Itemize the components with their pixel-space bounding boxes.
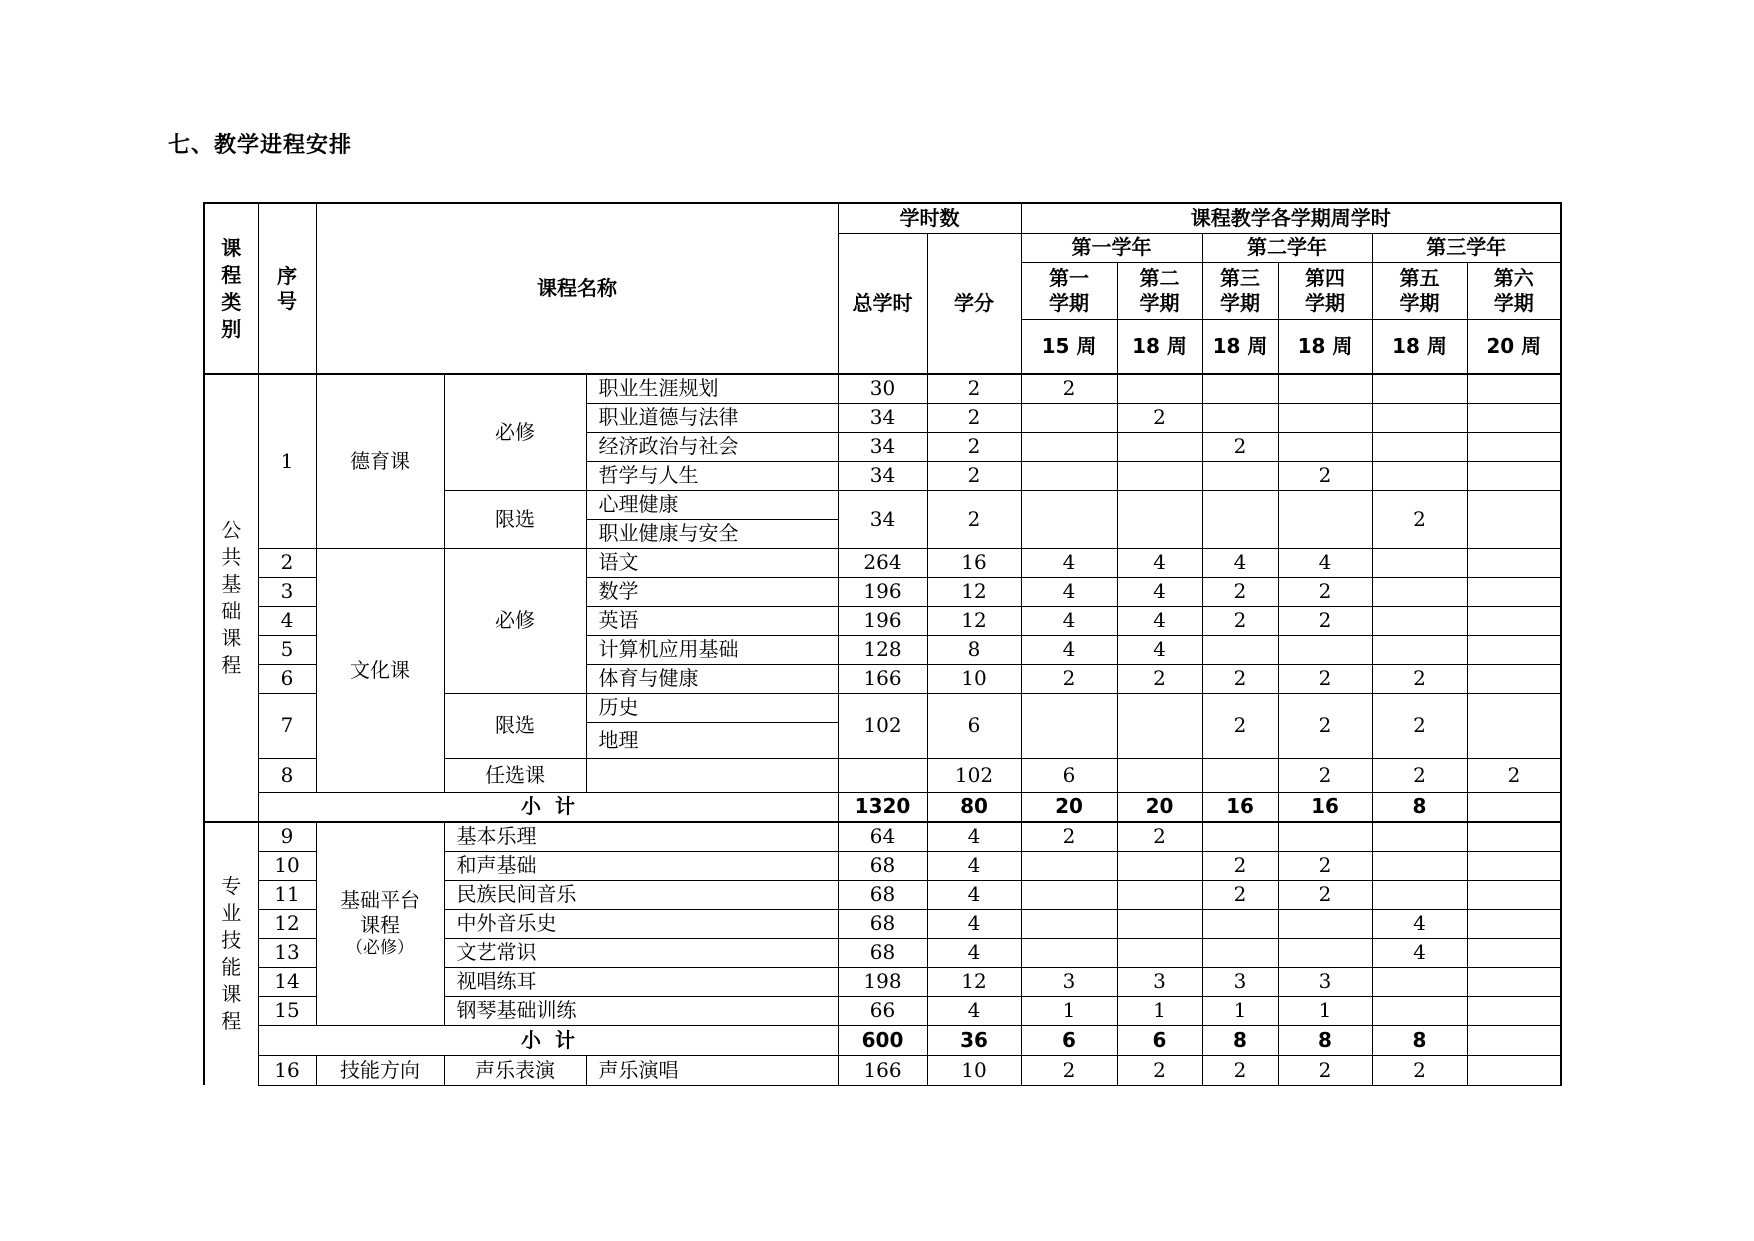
seq-cell: 7 — [258, 693, 316, 758]
week-cell: 3 — [1117, 967, 1202, 996]
week-cell: 2 — [1278, 851, 1372, 880]
seq-cell: 4 — [258, 606, 316, 635]
week-cell — [1278, 635, 1372, 664]
seq-cell: 3 — [258, 577, 316, 606]
seq-cell: 6 — [258, 664, 316, 693]
header-seq: 序 号 — [258, 203, 316, 374]
week-cell — [1467, 880, 1561, 909]
week-cell: 2 — [1372, 490, 1467, 548]
subtotal-hours: 600 — [838, 1025, 927, 1055]
week-cell — [1278, 822, 1372, 851]
hours-cell: 166 — [838, 664, 927, 693]
credits-cell: 2 — [927, 432, 1021, 461]
week-cell: 1 — [1021, 996, 1117, 1025]
week-cell — [1202, 822, 1278, 851]
course-name: 文艺常识 — [444, 938, 838, 967]
header-weeks-5: 18 周 — [1372, 319, 1467, 374]
header-credits: 学分 — [927, 233, 1021, 374]
week-cell — [1372, 403, 1467, 432]
seq-cell: 16 — [258, 1055, 316, 1085]
week-cell — [1372, 851, 1467, 880]
header-hours-group: 学时数 — [838, 203, 1021, 233]
week-cell — [1021, 432, 1117, 461]
credits-cell: 2 — [927, 461, 1021, 490]
course-name: 职业健康与安全 — [586, 519, 838, 548]
week-cell: 2 — [1372, 758, 1467, 792]
course-name: 哲学与人生 — [586, 461, 838, 490]
hours-cell: 34 — [838, 432, 927, 461]
type-elective: 限选 — [444, 693, 586, 758]
week-cell: 4 — [1021, 548, 1117, 577]
hours-cell: 66 — [838, 996, 927, 1025]
week-cell — [1372, 432, 1467, 461]
week-cell: 2 — [1278, 461, 1372, 490]
week-cell: 2 — [1278, 664, 1372, 693]
subtotal-week: 16 — [1202, 792, 1278, 822]
subtotal-week: 8 — [1278, 1025, 1372, 1055]
week-cell — [1467, 461, 1561, 490]
week-cell — [1117, 374, 1202, 403]
credits-cell: 8 — [927, 635, 1021, 664]
course-name: 数学 — [586, 577, 838, 606]
hours-cell: 264 — [838, 548, 927, 577]
credits-cell: 4 — [927, 822, 1021, 851]
header-year-2: 第二学年 — [1202, 233, 1372, 262]
week-cell: 2 — [1372, 1055, 1467, 1085]
week-cell: 4 — [1117, 548, 1202, 577]
seq-cell: 14 — [258, 967, 316, 996]
header-weeks-1: 15 周 — [1021, 319, 1117, 374]
week-cell: 2 — [1202, 577, 1278, 606]
week-cell — [1278, 909, 1372, 938]
week-cell — [1021, 693, 1117, 758]
week-cell — [1372, 996, 1467, 1025]
seq-cell: 9 — [258, 822, 316, 851]
hours-cell: 68 — [838, 938, 927, 967]
course-name: 体育与健康 — [586, 664, 838, 693]
seq-cell: 15 — [258, 996, 316, 1025]
week-cell: 2 — [1278, 606, 1372, 635]
week-cell — [1467, 851, 1561, 880]
week-cell — [1467, 548, 1561, 577]
week-cell: 4 — [1021, 606, 1117, 635]
course-name: 历史 — [586, 693, 838, 722]
week-cell — [1467, 996, 1561, 1025]
week-cell: 3 — [1202, 967, 1278, 996]
week-cell — [1021, 461, 1117, 490]
week-cell: 2 — [1467, 758, 1561, 792]
week-cell — [1467, 938, 1561, 967]
week-cell: 2 — [1021, 664, 1117, 693]
empty-cell — [838, 758, 927, 792]
week-cell — [1021, 880, 1117, 909]
week-cell: 2 — [1202, 693, 1278, 758]
category-professional-skill: 专 业 技 能 课 程 — [204, 822, 258, 1085]
group-culture: 文化课 — [316, 548, 444, 792]
week-cell — [1202, 403, 1278, 432]
credits-cell: 4 — [927, 880, 1021, 909]
week-cell: 2 — [1202, 880, 1278, 909]
week-cell — [1021, 490, 1117, 548]
week-cell — [1117, 758, 1202, 792]
subtotal-hours: 1320 — [838, 792, 927, 822]
week-cell — [1278, 490, 1372, 548]
credits-cell: 2 — [927, 490, 1021, 548]
week-cell: 4 — [1202, 548, 1278, 577]
week-cell: 2 — [1278, 577, 1372, 606]
course-name: 心理健康 — [586, 490, 838, 519]
type-required: 必修 — [444, 374, 586, 490]
week-cell — [1278, 432, 1372, 461]
week-cell: 2 — [1202, 664, 1278, 693]
week-cell: 4 — [1278, 548, 1372, 577]
week-cell — [1467, 577, 1561, 606]
week-cell — [1467, 967, 1561, 996]
hours-cell: 64 — [838, 822, 927, 851]
credits-cell: 10 — [927, 664, 1021, 693]
week-cell: 2 — [1278, 880, 1372, 909]
header-term-3: 第三 学期 — [1202, 262, 1278, 319]
week-cell — [1372, 606, 1467, 635]
subtotal-week: 20 — [1117, 792, 1202, 822]
week-cell — [1372, 880, 1467, 909]
course-name: 民族民间音乐 — [444, 880, 838, 909]
week-cell — [1202, 490, 1278, 548]
course-name: 职业生涯规划 — [586, 374, 838, 403]
course-name: 钢琴基础训练 — [444, 996, 838, 1025]
week-cell: 4 — [1021, 577, 1117, 606]
subtotal-week — [1467, 1025, 1561, 1055]
subtotal-credits: 80 — [927, 792, 1021, 822]
hours-cell: 68 — [838, 851, 927, 880]
week-cell: 2 — [1202, 1055, 1278, 1085]
credits-cell: 2 — [927, 374, 1021, 403]
hours-cell: 68 — [838, 880, 927, 909]
hours-cell: 34 — [838, 461, 927, 490]
week-cell: 2 — [1278, 758, 1372, 792]
header-year-3: 第三学年 — [1372, 233, 1561, 262]
seq-cell: 8 — [258, 758, 316, 792]
week-cell — [1467, 403, 1561, 432]
week-cell — [1278, 374, 1372, 403]
week-cell — [1202, 938, 1278, 967]
week-cell: 4 — [1117, 577, 1202, 606]
week-cell: 4 — [1117, 606, 1202, 635]
credits-cell: 12 — [927, 577, 1021, 606]
credits-cell: 4 — [927, 938, 1021, 967]
hours-cell: 102 — [838, 693, 927, 758]
week-cell — [1467, 909, 1561, 938]
week-cell: 3 — [1021, 967, 1117, 996]
credits-cell: 2 — [927, 403, 1021, 432]
hours-cell: 166 — [838, 1055, 927, 1085]
type-required: 必修 — [444, 548, 586, 693]
week-cell — [1372, 635, 1467, 664]
week-cell: 2 — [1372, 693, 1467, 758]
week-cell — [1467, 490, 1561, 548]
course-name: 中外音乐史 — [444, 909, 838, 938]
group-platform: 基础平台 课程 （必修） — [316, 822, 444, 1025]
subtotal-week: 16 — [1278, 792, 1372, 822]
week-cell: 4 — [1117, 635, 1202, 664]
course-name: 经济政治与社会 — [586, 432, 838, 461]
week-cell: 2 — [1278, 1055, 1372, 1085]
course-name: 基本乐理 — [444, 822, 838, 851]
week-cell — [1117, 461, 1202, 490]
course-name: 和声基础 — [444, 851, 838, 880]
week-cell — [1467, 432, 1561, 461]
hours-cell: 68 — [838, 909, 927, 938]
credits-cell: 4 — [927, 996, 1021, 1025]
week-cell — [1467, 374, 1561, 403]
group-skill: 技能方向 — [316, 1055, 444, 1085]
hours-cell: 34 — [838, 403, 927, 432]
subtotal-week: 8 — [1372, 792, 1467, 822]
subtotal-week: 8 — [1372, 1025, 1467, 1055]
week-cell — [1202, 374, 1278, 403]
header-term-6: 第六 学期 — [1467, 262, 1561, 319]
credits-cell: 6 — [1021, 758, 1117, 792]
week-cell — [1202, 461, 1278, 490]
credits-cell: 4 — [927, 909, 1021, 938]
header-term-1: 第一 学期 — [1021, 262, 1117, 319]
header-weeks-4: 18 周 — [1278, 319, 1372, 374]
credits-cell: 6 — [927, 693, 1021, 758]
week-cell: 3 — [1278, 967, 1372, 996]
week-cell — [1117, 938, 1202, 967]
week-cell — [1467, 693, 1561, 758]
subtotal-week: 6 — [1117, 1025, 1202, 1055]
hours-cell: 30 — [838, 374, 927, 403]
subtotal-credits: 36 — [927, 1025, 1021, 1055]
header-course-name: 课程名称 — [316, 203, 838, 374]
course-name: 声乐演唱 — [586, 1055, 838, 1085]
seq-cell: 13 — [258, 938, 316, 967]
subtotal-week — [1467, 792, 1561, 822]
seq-cell: 5 — [258, 635, 316, 664]
credits-cell: 12 — [927, 606, 1021, 635]
hours-cell: 196 — [838, 606, 927, 635]
skill-sub: 声乐表演 — [444, 1055, 586, 1085]
week-cell — [1021, 851, 1117, 880]
week-cell: 2 — [1202, 851, 1278, 880]
week-cell: 2 — [1117, 664, 1202, 693]
header-weekly-group: 课程教学各学期周学时 — [1021, 203, 1561, 233]
header-term-5: 第五 学期 — [1372, 262, 1467, 319]
header-weeks-6: 20 周 — [1467, 319, 1561, 374]
week-cell — [1117, 693, 1202, 758]
week-cell: 4 — [1372, 938, 1467, 967]
credits-cell: 10 — [927, 1055, 1021, 1085]
credits-cell: 4 — [927, 851, 1021, 880]
week-cell: 2 — [1021, 374, 1117, 403]
week-cell — [1202, 758, 1278, 792]
week-cell: 2 — [1278, 693, 1372, 758]
seq-cell: 10 — [258, 851, 316, 880]
week-cell — [1021, 909, 1117, 938]
header-weeks-3: 18 周 — [1202, 319, 1278, 374]
week-cell — [1021, 403, 1117, 432]
week-cell — [1117, 490, 1202, 548]
week-cell — [1117, 851, 1202, 880]
hours-cell: 198 — [838, 967, 927, 996]
type-elective: 限选 — [444, 490, 586, 548]
week-cell: 2 — [1021, 1055, 1117, 1085]
credits-cell: 12 — [927, 967, 1021, 996]
header-total-hours: 总学时 — [838, 233, 927, 374]
week-cell: 2 — [1117, 822, 1202, 851]
header-term-2: 第二 学期 — [1117, 262, 1202, 319]
header-year-1: 第一学年 — [1021, 233, 1202, 262]
week-cell — [1372, 967, 1467, 996]
week-cell — [1278, 938, 1372, 967]
week-cell — [1021, 938, 1117, 967]
week-cell — [1117, 880, 1202, 909]
week-cell — [1372, 577, 1467, 606]
week-cell — [1467, 606, 1561, 635]
credits-cell: 16 — [927, 548, 1021, 577]
course-name: 视唱练耳 — [444, 967, 838, 996]
seq-cell: 11 — [258, 880, 316, 909]
seq-cell: 12 — [258, 909, 316, 938]
week-cell — [1467, 1055, 1561, 1085]
week-cell — [1372, 461, 1467, 490]
page-title: 七、教学进程安排 — [168, 133, 353, 158]
empty-cell — [586, 758, 838, 792]
group-moral: 德育课 — [316, 374, 444, 548]
week-cell — [1467, 664, 1561, 693]
group-optional: 任选课 — [444, 758, 586, 792]
week-cell — [1117, 432, 1202, 461]
course-name: 英语 — [586, 606, 838, 635]
week-cell — [1117, 909, 1202, 938]
week-cell: 2 — [1021, 822, 1117, 851]
header-weeks-2: 18 周 — [1117, 319, 1202, 374]
week-cell — [1372, 374, 1467, 403]
week-cell: 1 — [1278, 996, 1372, 1025]
week-cell — [1202, 635, 1278, 664]
subtotal-week: 8 — [1202, 1025, 1278, 1055]
seq-cell: 1 — [258, 374, 316, 548]
seq-cell: 2 — [258, 548, 316, 577]
week-cell: 2 — [1117, 1055, 1202, 1085]
course-name: 语文 — [586, 548, 838, 577]
subtotal-week: 20 — [1021, 792, 1117, 822]
subtotal-label: 小 计 — [258, 1025, 838, 1055]
week-cell: 1 — [1117, 996, 1202, 1025]
week-cell — [1278, 403, 1372, 432]
week-cell: 1 — [1202, 996, 1278, 1025]
teaching-schedule-table — [203, 202, 1562, 1086]
category-public-basic: 公 共 基 础 课 程 — [204, 374, 258, 822]
hours-cell: 34 — [838, 490, 927, 548]
week-cell: 2 — [1117, 403, 1202, 432]
course-name: 计算机应用基础 — [586, 635, 838, 664]
week-cell — [1202, 909, 1278, 938]
week-cell: 2 — [1202, 606, 1278, 635]
week-cell: 4 — [1372, 909, 1467, 938]
course-name: 地理 — [586, 722, 838, 758]
header-term-4: 第四 学期 — [1278, 262, 1372, 319]
header-category: 课 程 类 别 — [204, 203, 258, 374]
subtotal-week: 6 — [1021, 1025, 1117, 1055]
week-cell: 2 — [1372, 664, 1467, 693]
hours-cell: 196 — [838, 577, 927, 606]
course-name: 职业道德与法律 — [586, 403, 838, 432]
subtotal-label: 小 计 — [258, 792, 838, 822]
week-cell: 4 — [1021, 635, 1117, 664]
week-cell — [1467, 635, 1561, 664]
week-cell — [1372, 548, 1467, 577]
week-cell — [1372, 822, 1467, 851]
hours-cell: 128 — [838, 635, 927, 664]
week-cell — [1467, 822, 1561, 851]
week-cell: 2 — [1202, 432, 1278, 461]
hours-cell: 102 — [927, 758, 1021, 792]
